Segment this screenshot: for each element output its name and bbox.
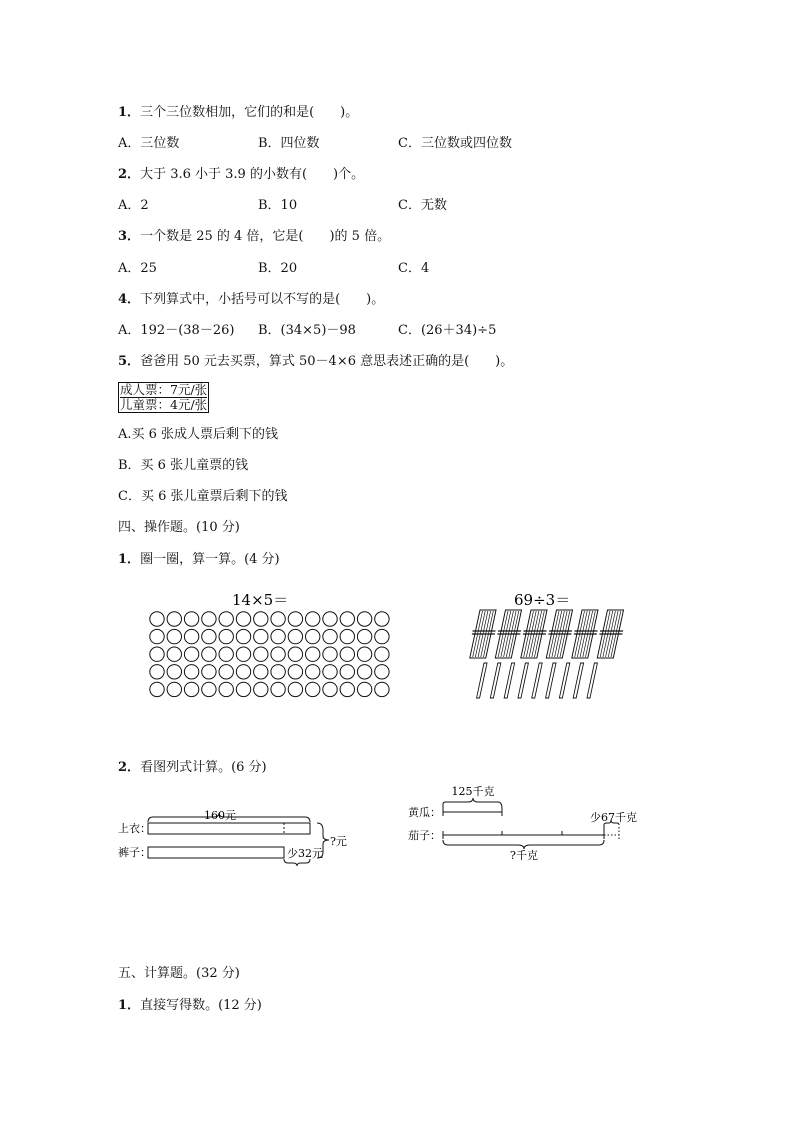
question-number: 4 [118,292,128,307]
cucumber-weight: 125千克 [451,785,495,798]
q2-option-c[interactable]: C．无数 [398,198,447,213]
q5-option-c[interactable]: C．买 6 张儿童票后剩下的钱 [118,489,288,504]
question-number: 5 [118,354,128,369]
circle [306,647,320,661]
circle [236,682,250,696]
stick-bundle [543,610,576,658]
q3-option-a[interactable]: A．25 [118,261,157,276]
q3-option-b[interactable]: B．20 [258,261,298,276]
stick-outline [504,663,514,698]
circle [306,682,320,696]
question-text: 一个数是 25 的 4 倍，它是( )的 5 倍。 [140,229,391,244]
circle [323,629,337,643]
circle [288,647,302,661]
section-5-title: 五、计算题。(32 分) [118,966,240,981]
circle [323,665,337,679]
stick-bundle [467,610,500,658]
q1-option-c[interactable]: C．三位数或四位数 [398,136,512,151]
single-stick [587,663,597,698]
circle [184,665,198,679]
circle [236,612,250,626]
question-number: 2 [118,760,128,775]
sticks-expression: 69÷3＝ [514,591,571,609]
circle [357,665,371,679]
less-label: 少32元 [287,847,323,860]
stick-outline [573,663,583,698]
circle [184,612,198,626]
stick-bundles [467,610,628,658]
circle [254,647,268,661]
single-sticks [477,663,598,698]
q5-option-b[interactable]: B．买 6 张儿童票的钱 [118,458,249,473]
question-text: 直接写得数。(12 分) [140,998,262,1013]
question-text: 圈一圈，算一算。(4 分) [140,552,280,567]
circle [254,629,268,643]
circle [150,647,164,661]
question-3: 3．一个数是 25 的 4 倍，它是( )的 5 倍。 [118,229,391,244]
circle-expression: 14×5＝ [232,591,289,609]
circle [150,629,164,643]
clothes-diagram [118,808,358,868]
pants-bar [148,847,284,858]
circle [150,682,164,696]
circle [306,665,320,679]
circle [340,682,354,696]
less-label: 少67千克 [590,811,637,824]
jacket-bar [148,823,310,834]
single-stick [573,663,583,698]
circle [184,647,198,661]
jacket-price: 160元 [204,809,236,822]
circle [167,647,181,661]
circle [375,682,389,696]
circle [236,647,250,661]
q1-option-b[interactable]: B．四位数 [258,136,320,151]
q2-option-a[interactable]: A．2 [118,198,149,213]
question-text: 大于 3.6 小于 3.9 的小数有( )个。 [140,167,365,182]
question-number: 1 [118,105,128,120]
circle [202,682,216,696]
circle [288,665,302,679]
question-text: 三个三位数相加，它们的和是( )。 [140,105,359,120]
ticket-price-box [118,382,209,413]
circle [202,629,216,643]
circle-grid-figure [142,588,402,703]
total-brace [443,840,604,849]
q4-option-b[interactable]: B．(34×5)－98 [258,323,356,338]
question-text: 爸爸用 50 元去买票，算式 50－4×6 意思表述正确的是( )。 [140,354,514,369]
question-text: 下列算式中，小括号可以不写的是( )。 [140,292,385,307]
circle [202,612,216,626]
single-stick [559,663,569,698]
circle [271,665,285,679]
circle [254,612,268,626]
circle [184,629,198,643]
single-stick [504,663,514,698]
circle [375,665,389,679]
question-number: 3 [118,229,128,244]
circle [323,612,337,626]
circle [357,629,371,643]
stick-bundle [594,610,627,658]
q1-option-a[interactable]: A．三位数 [118,136,180,151]
circle [375,647,389,661]
operation-2: 2．看图列式计算。(6 分) [118,760,267,775]
question-1: 1．三个三位数相加，它们的和是( )。 [118,105,359,120]
circle [167,612,181,626]
question-2: 2．大于 3.6 小于 3.9 的小数有( )个。 [118,167,365,182]
circle [357,647,371,661]
circle [219,665,233,679]
single-stick [490,663,500,698]
label-cucumber: 黄瓜： [408,806,441,819]
vegetable-diagram [408,785,668,865]
stick-outline [477,663,487,698]
total-label: ?千克 [510,849,538,862]
circle [271,647,285,661]
stick-outline [559,663,569,698]
circle [288,682,302,696]
circle [323,682,337,696]
stick-bundle [518,610,551,658]
section-4-title: 四、操作题。(10 分) [118,520,240,535]
circle [167,665,181,679]
stick-bundle [492,610,525,658]
single-stick [518,663,528,698]
question-number: 1 [118,998,128,1013]
q4-option-c[interactable]: C．(26＋34)÷5 [398,323,497,338]
stick-bundle [569,610,602,658]
cucumber-brace [443,798,502,809]
q4-option-a[interactable]: A．192－(38－26) [118,323,235,338]
circle [323,647,337,661]
circle [219,682,233,696]
circle [271,629,285,643]
stick-outline [587,663,597,698]
circle [236,629,250,643]
circle [150,612,164,626]
circle [306,612,320,626]
circle [167,682,181,696]
q5-option-a[interactable]: A.买 6 张成人票后剩下的钱 [118,427,279,442]
calc-1: 1．直接写得数。(12 分) [118,998,262,1013]
circle [219,647,233,661]
circle [167,629,181,643]
circle [271,682,285,696]
circle [254,682,268,696]
circle [202,665,216,679]
circle [306,629,320,643]
ticket-adult: 成人票：7元/张 [120,382,208,397]
circle [271,612,285,626]
q2-option-b[interactable]: B．10 [258,198,298,213]
circle-grid [150,612,389,697]
circle [219,629,233,643]
circle [202,647,216,661]
circle [375,629,389,643]
question-number: 1 [118,552,128,567]
total-label: ?元 [330,835,347,848]
ticket-child: 儿童票：4元/张 [120,397,208,412]
operation-1: 1．圈一圈，算一算。(4 分) [118,552,280,567]
single-stick [477,663,487,698]
label-eggplant: 茄子： [408,829,441,842]
stick-outline [518,663,528,698]
circle [288,612,302,626]
circle [340,647,354,661]
circle [150,665,164,679]
circle [288,629,302,643]
circle [340,665,354,679]
single-stick [532,663,542,698]
question-number: 2 [118,167,128,182]
circle [219,612,233,626]
stick-outline [546,663,556,698]
q3-option-c[interactable]: C．4 [398,261,430,276]
circle [254,665,268,679]
circle [375,612,389,626]
sticks-figure [468,588,638,703]
circle [357,612,371,626]
single-stick [546,663,556,698]
stick-outline [490,663,500,698]
circle [357,682,371,696]
circle [340,629,354,643]
circle [340,612,354,626]
question-4: 4．下列算式中，小括号可以不写的是( )。 [118,292,385,307]
less-brace [284,859,310,866]
circle [184,682,198,696]
question-5: 5．爸爸用 50 元去买票，算式 50－4×6 意思表述正确的是( )。 [118,354,514,369]
label-pants: 裤子： [118,846,151,859]
circle [236,665,250,679]
stick-outline [532,663,542,698]
question-text: 看图列式计算。(6 分) [140,760,267,775]
label-jacket: 上衣： [118,822,151,835]
